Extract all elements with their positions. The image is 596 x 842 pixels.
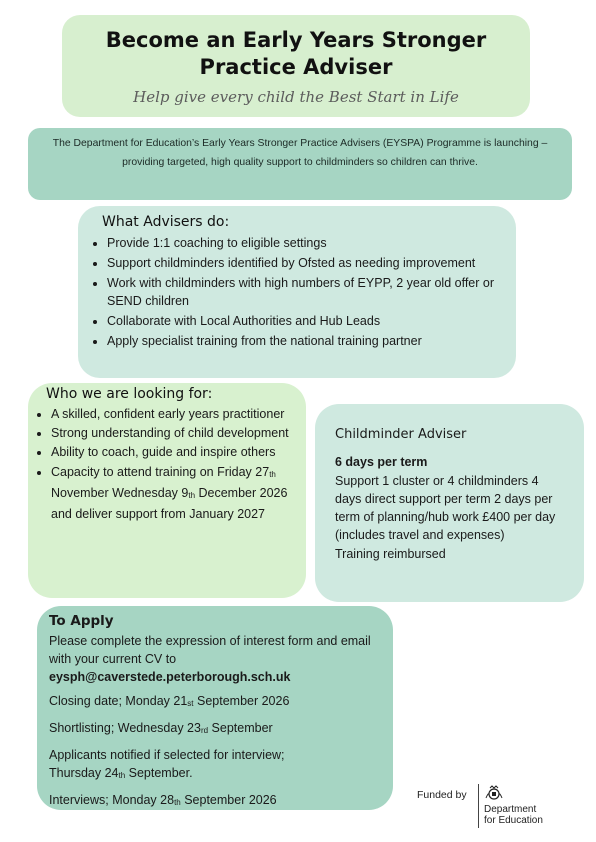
interview-end: September 2026	[180, 793, 277, 807]
notification-date	[49, 746, 381, 785]
list-item: • Strong understanding of child development	[51, 424, 298, 442]
training-text-start: Capacity to attend training on Friday 27	[51, 464, 270, 479]
closing-date-text: Closing date; Monday 21	[49, 694, 188, 708]
intro-banner	[28, 128, 572, 200]
advisers-list	[92, 234, 502, 350]
who-we-are-looking-for-panel	[28, 383, 306, 598]
notification-day: Thursday 24	[49, 766, 119, 780]
shortlisting-end: September	[208, 721, 273, 735]
page-title	[62, 27, 530, 81]
shortlisting-date	[49, 719, 381, 740]
childminder-details: Support 1 cluster or 4 childminders 4 days direct support per term 2 days per term of planning/hub work £400 per day (includes travel and expenses)	[335, 473, 556, 543]
training-text-end: December 2026 and deliver support from January 2027	[51, 485, 288, 522]
list-item: • Work with childminders with high numbers of EYPP, 2 year old offer or SEND children	[107, 274, 502, 310]
apply-instructions: Please complete the expression of interest form and email with your current CV to	[49, 634, 371, 666]
ordinal-suffix: th	[174, 798, 181, 807]
list-item: • Apply specialist training from the national training partner	[107, 332, 502, 350]
looking-list	[36, 405, 298, 523]
ordinal-suffix: th	[118, 771, 126, 780]
department-for-education-logo	[484, 804, 543, 826]
to-apply-panel	[37, 606, 393, 810]
interview-text: Interviews; Monday 28	[49, 793, 175, 807]
dfe-line-1: Department	[484, 804, 537, 815]
advisers-heading: What Advisers do:	[102, 214, 230, 230]
ordinal-suffix: rd	[200, 726, 209, 735]
ordinal-suffix: th	[269, 469, 276, 479]
logo-divider	[478, 784, 479, 828]
closing-date-end: September 2026	[193, 694, 290, 708]
what-advisers-do-panel	[78, 206, 516, 378]
list-item: • Support childminders identified by Ofsted as needing improvement	[107, 254, 502, 272]
ordinal-suffix: th	[188, 490, 196, 500]
list-item	[51, 463, 298, 524]
title-line-2: Practice Adviser	[199, 55, 393, 79]
notification-end: September.	[125, 766, 193, 780]
closing-date	[49, 692, 381, 713]
looking-heading: Who we are looking for:	[46, 386, 213, 402]
royal-crest-icon	[484, 785, 504, 801]
childminder-adviser-panel	[315, 404, 584, 602]
tagline: Help give every child the Best Start in Life	[133, 88, 459, 106]
title-line-1: Become an Early Years Stronger	[105, 28, 487, 52]
dfe-line-2: for Education	[484, 815, 543, 826]
list-item: • A skilled, confident early years practitioner	[51, 405, 298, 423]
list-item: • Collaborate with Local Authorities and Hub Leads	[107, 312, 502, 330]
childminder-title: Childminder Adviser	[335, 427, 467, 442]
apply-title: To Apply	[49, 613, 114, 629]
apply-email-link[interactable]: eysph@caverstede.peterborough.sch.uk	[49, 670, 291, 684]
ordinal-suffix: st	[187, 699, 194, 708]
training-reimbursed: Training reimbursed	[335, 546, 446, 561]
interview-date	[49, 791, 381, 812]
list-item: • Provide 1:1 coaching to eligible settings	[107, 234, 502, 252]
shortlisting-text: Shortlisting; Wednesday 23	[49, 721, 201, 735]
funded-by-label: Funded by	[417, 789, 467, 801]
title-banner	[62, 15, 530, 117]
intro-text: The Department for Education’s Early Years Stronger Practice Advisers (EYSPA) Programme is launching – providing targeted, high quality support to childminders so children can thrive.	[52, 138, 548, 168]
days-per-term: 6 days per term	[335, 455, 428, 470]
training-text-middle: November Wednesday 9	[51, 485, 189, 500]
list-item: • Ability to coach, guide and inspire others	[51, 443, 298, 461]
notification-text: Applicants notified if selected for interview;	[49, 748, 285, 762]
